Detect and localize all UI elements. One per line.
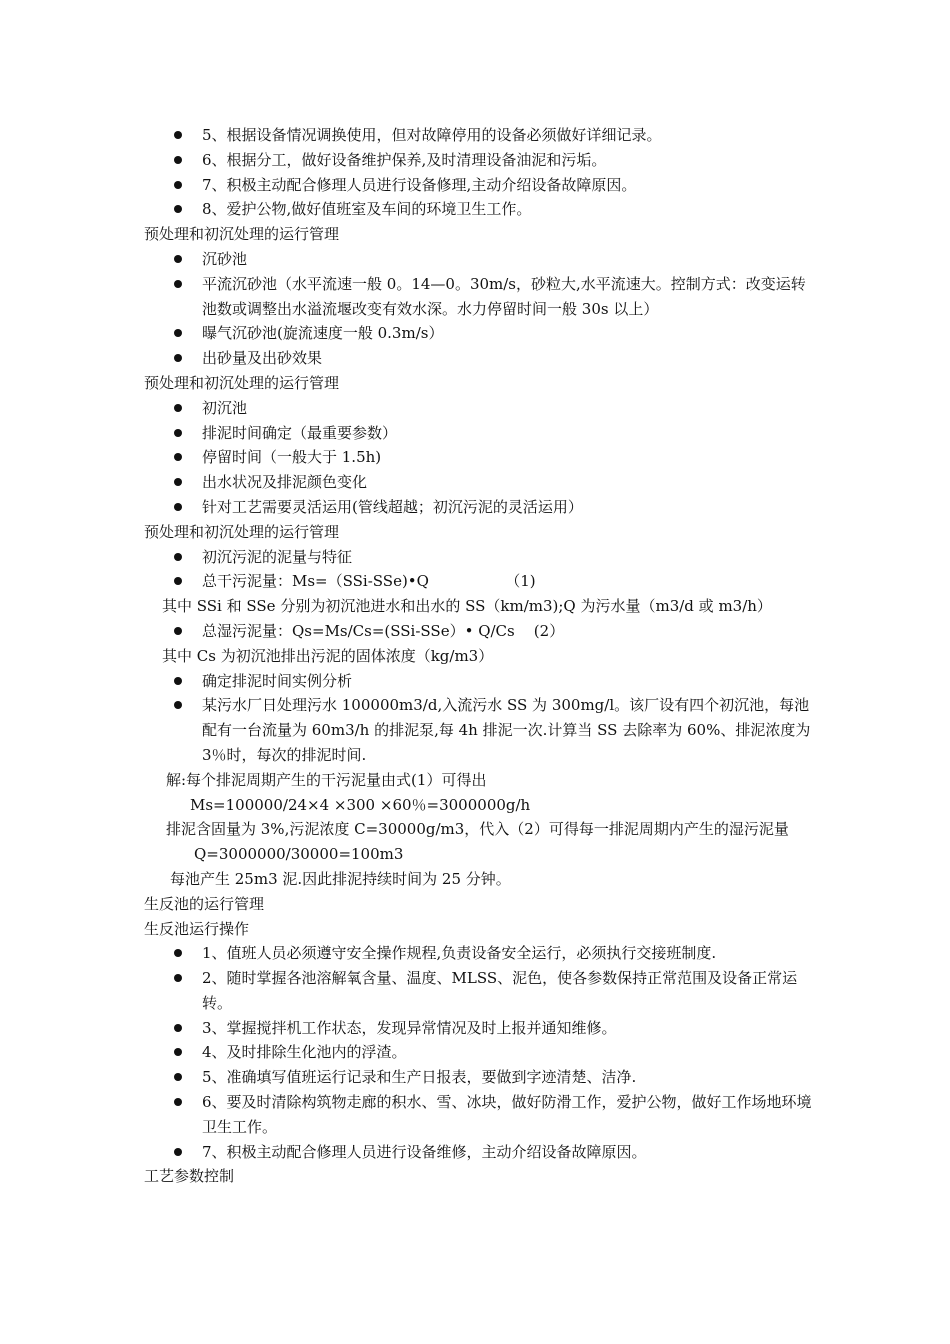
document-body — [144, 123, 814, 1189]
list-item: 5、根据设备情况调换使用，但对故障停用的设备必须做好详细记录。 — [144, 123, 814, 148]
list-item: 确定排泥时间实例分析 — [144, 669, 814, 694]
bullet-icon — [174, 677, 182, 685]
bullet-icon — [174, 577, 182, 585]
bullet-icon — [174, 429, 182, 437]
note-text: 其中 Cs 为初沉池排出污泥的固体浓度（kg/m3） — [162, 646, 494, 665]
list-item: 总湿污泥量：Qs=Ms/Cs=(SSi-SSe）• Q/Cs (2） — [144, 619, 814, 644]
bullet-icon — [174, 131, 182, 139]
paragraph: 每池产生 25m3 泥.因此排泥持续时间为 25 分钟。 — [170, 869, 511, 888]
bullet-icon — [174, 478, 182, 486]
paragraph: 排泥含固量为 3%,污泥浓度 C=30000g/m3，代入（2）可得每一排泥周期内产生的湿污泥量 — [166, 820, 789, 839]
section-heading: 工艺参数控制 — [144, 1167, 235, 1186]
list-item: 8、爱护公物,做好值班室及车间的环境卫生工作。 — [144, 197, 814, 222]
section-heading: 预处理和初沉处理的运行管理 — [144, 373, 340, 392]
list-item: 曝气沉砂池(旋流速度一般 0.3m/s） — [144, 321, 814, 346]
bullet-icon — [174, 949, 182, 957]
list-item: 初沉池 — [144, 396, 814, 421]
bullet-icon — [174, 1073, 182, 1081]
bullet-icon — [174, 404, 182, 412]
bullet-icon — [174, 354, 182, 362]
bullet-icon — [174, 503, 182, 511]
bullet-icon — [174, 1148, 182, 1156]
list-item: 总干污泥量：Ms=（SSi-SSe)•Q （1) — [144, 569, 814, 594]
bullet-icon — [174, 255, 182, 263]
formula: Q=3000000/30000=100m3 — [194, 845, 404, 864]
list-item: 3、掌握搅拌机工作状态，发现异常情况及时上报并通知维修。 — [144, 1016, 814, 1041]
bullet-icon — [174, 453, 182, 461]
list-item: 6、要及时清除构筑物走廊的积水、雪、冰块，做好防滑工作，爱护公物，做好工作场地环境卫生工作。 — [144, 1090, 814, 1140]
list-item: 沉砂池 — [144, 247, 814, 272]
solution-text: 解:每个排泥周期产生的干污泥量由式(1）可得出 — [166, 770, 487, 789]
list-item: 某污水厂日处理污水 100000m3/d,入流污水 SS 为 300mg/l。该厂设有四个初沉池，每池配有一台流量为 60m3/h 的排泥泵,每 4h 排泥一次.计算当 SS 去除率为 60%、排泥浓度为 3％时，每次的排泥时间. — [144, 693, 814, 767]
note-text: 其中 SSi 和 SSe 分别为初沉池进水和出水的 SS（km/m3);Q 为污水量（m3/d 或 m3/h） — [162, 597, 772, 616]
bullet-icon — [174, 156, 182, 164]
list-item: 7、积极主动配合修理人员进行设备维修，主动介绍设备故障原因。 — [144, 1140, 814, 1165]
list-item: 平流沉砂池（水平流速一般 0。14—0。30m/s，砂粒大,水平流速大。控制方式：改变运转池数或调整出水溢流堰改变有效水深。水力停留时间一般 30s 以上） — [144, 272, 814, 322]
bullet-icon — [174, 627, 182, 635]
bullet-icon — [174, 205, 182, 213]
list-item: 6、根据分工，做好设备维护保养,及时清理设备油泥和污垢。 — [144, 148, 814, 173]
section-heading: 预处理和初沉处理的运行管理 — [144, 522, 340, 541]
formula: Ms=100000/24×4 ×300 ×60％=3000000g/h — [190, 795, 531, 814]
list-item: 1、值班人员必须遵守安全操作规程,负责设备安全运行，必须执行交接班制度. — [144, 941, 814, 966]
section-heading: 生反池的运行管理 — [144, 894, 265, 913]
bullet-icon — [174, 1098, 182, 1106]
bullet-icon — [174, 280, 182, 288]
list-item: 出砂量及出砂效果 — [144, 346, 814, 371]
bullet-icon — [174, 701, 182, 709]
list-item: 针对工艺需要灵活运用(管线超越；初沉污泥的灵活运用） — [144, 495, 814, 520]
list-item: 初沉污泥的泥量与特征 — [144, 545, 814, 570]
bullet-icon — [174, 181, 182, 189]
list-item: 5、准确填写值班运行记录和生产日报表，要做到字迹清楚、洁净. — [144, 1065, 814, 1090]
list-item: 停留时间（一般大于 1.5h) — [144, 445, 814, 470]
list-item: 2、随时掌握各池溶解氧含量、温度、MLSS、泥色，使各参数保持正常范围及设备正常运转。 — [144, 966, 814, 1016]
bullet-icon — [174, 1024, 182, 1032]
list-item: 4、及时排除生化池内的浮渣。 — [144, 1040, 814, 1065]
bullet-icon — [174, 329, 182, 337]
bullet-icon — [174, 1048, 182, 1056]
bullet-icon — [174, 553, 182, 561]
bullet-icon — [174, 974, 182, 982]
list-item: 出水状况及排泥颜色变化 — [144, 470, 814, 495]
section-heading: 预处理和初沉处理的运行管理 — [144, 225, 340, 244]
list-item: 排泥时间确定（最重要参数） — [144, 421, 814, 446]
section-heading: 生反池运行操作 — [144, 919, 250, 938]
list-item: 7、积极主动配合修理人员进行设备修理,主动介绍设备故障原因。 — [144, 173, 814, 198]
